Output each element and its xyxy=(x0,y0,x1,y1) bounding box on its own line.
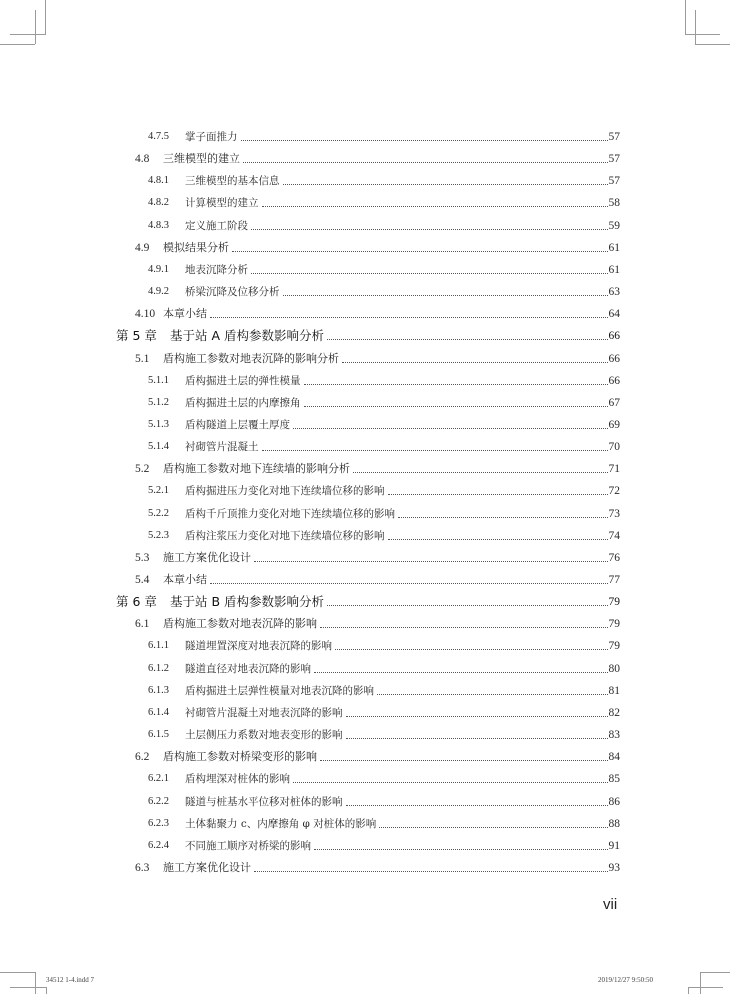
toc-entry[interactable] xyxy=(0,633,620,653)
toc-entry[interactable] xyxy=(0,434,620,454)
slug-timestamp: 2019/12/27 9:50:50 xyxy=(598,976,654,984)
toc-entry[interactable] xyxy=(0,611,620,631)
toc-leader xyxy=(304,383,608,385)
toc-entry[interactable] xyxy=(0,789,620,809)
toc-title: 衬砌管片混凝土对地表沉降的影响 xyxy=(185,706,343,719)
toc-entry[interactable] xyxy=(0,124,620,144)
toc-number: 4.8.2 xyxy=(148,197,169,209)
toc-number: 第 6 章 xyxy=(116,594,157,610)
toc-number: 5.2.2 xyxy=(148,507,169,519)
toc-leader xyxy=(327,604,607,606)
toc-number: 6.1.4 xyxy=(148,706,169,718)
toc-number: 4.9.1 xyxy=(148,263,169,275)
toc-title: 计算模型的建立 xyxy=(185,197,259,210)
toc-leader xyxy=(398,516,608,518)
crop-mark xyxy=(688,987,689,994)
toc-title: 盾构注浆压力变化对地下连续墙位移的影响 xyxy=(185,529,385,542)
toc-title: 盾构施工参数对桥梁变形的影响 xyxy=(163,750,317,764)
toc-title: 基于站 A 盾构参数影响分析 xyxy=(170,328,324,344)
toc-page-number: 58 xyxy=(608,197,620,210)
toc-entry[interactable] xyxy=(0,855,620,875)
toc-page-number: 66 xyxy=(608,352,620,365)
toc-number: 6.2 xyxy=(135,751,150,764)
toc-number: 5.4 xyxy=(135,574,150,586)
toc-number: 5.1 xyxy=(135,352,150,365)
toc-leader xyxy=(262,205,608,207)
toc-title: 土体黏聚力 c、内摩擦角 φ 对桩体的影响 xyxy=(185,817,377,830)
crop-mark xyxy=(0,972,35,973)
toc-leader xyxy=(254,560,608,562)
toc-leader xyxy=(241,139,608,141)
page-number-folio: vii xyxy=(603,896,618,913)
toc-entry[interactable] xyxy=(0,368,620,388)
crop-mark xyxy=(35,10,36,44)
toc-entry[interactable] xyxy=(0,412,620,432)
toc-number: 第 5 章 xyxy=(116,328,157,344)
toc-leader xyxy=(353,471,608,473)
crop-mark xyxy=(700,972,730,973)
crop-mark xyxy=(10,34,46,35)
toc-entry[interactable] xyxy=(0,456,620,476)
toc-title: 盾构掘进土层的内摩擦角 xyxy=(185,396,301,409)
toc-leader xyxy=(293,781,608,783)
crop-mark xyxy=(46,987,47,994)
toc-title: 本章小结 xyxy=(163,307,207,321)
toc-number: 6.2.1 xyxy=(148,773,169,785)
crop-mark xyxy=(695,10,696,44)
toc-entry[interactable] xyxy=(0,279,620,299)
toc-number: 5.3 xyxy=(135,551,150,564)
toc-title: 施工方案优化设计 xyxy=(163,550,251,564)
toc-page-number: 88 xyxy=(608,817,620,830)
toc-entry[interactable] xyxy=(0,833,620,853)
crop-mark xyxy=(45,0,46,34)
toc-title: 盾构隧道上层覆土厚度 xyxy=(185,418,290,431)
toc-leader xyxy=(379,826,607,828)
toc-page-number: 74 xyxy=(608,529,620,542)
toc-leader xyxy=(342,361,608,363)
toc-entry[interactable] xyxy=(0,235,620,255)
toc-title: 模拟结果分析 xyxy=(163,240,229,254)
crop-mark xyxy=(10,987,46,988)
toc-chapter-entry[interactable] xyxy=(0,323,620,343)
crop-mark xyxy=(688,987,723,988)
toc-page-number: 93 xyxy=(608,861,620,874)
toc-title: 盾构埋深对桩体的影响 xyxy=(185,773,290,786)
toc-entry[interactable] xyxy=(0,190,620,210)
toc-page-number: 79 xyxy=(608,618,620,631)
toc-title: 盾构施工参数对地表沉降的影响 xyxy=(163,617,317,631)
toc-leader xyxy=(314,848,608,850)
toc-leader xyxy=(335,648,608,650)
toc-leader xyxy=(346,737,608,739)
toc-title: 施工方案优化设计 xyxy=(163,860,251,874)
toc-number: 4.8.1 xyxy=(148,175,169,187)
toc-title: 衬砌管片混凝土 xyxy=(185,441,259,454)
toc-page-number: 70 xyxy=(608,441,620,454)
toc-entry[interactable] xyxy=(0,257,620,277)
toc-page-number: 79 xyxy=(608,640,620,653)
toc-title: 盾构掘进土层的弹性模量 xyxy=(185,374,301,387)
toc-page-number: 61 xyxy=(608,241,620,254)
toc-page-number: 57 xyxy=(608,131,620,143)
toc-page-number: 86 xyxy=(608,795,620,808)
toc-leader xyxy=(320,759,608,761)
toc-page-number: 81 xyxy=(608,684,620,697)
toc-page-number: 61 xyxy=(608,263,620,276)
toc-leader xyxy=(346,804,608,806)
toc-entry[interactable] xyxy=(0,301,620,321)
toc-title: 土层侧压力系数对地表变形的影响 xyxy=(185,729,343,742)
toc-title: 三维模型的建立 xyxy=(163,152,240,166)
toc-page-number: 66 xyxy=(608,374,620,387)
crop-mark xyxy=(685,34,720,35)
toc-title: 桥梁沉降及位移分析 xyxy=(185,286,280,299)
toc-title: 隧道埋置深度对地表沉降的影响 xyxy=(185,640,332,653)
toc-page-number: 69 xyxy=(608,418,620,431)
crop-mark xyxy=(685,0,686,34)
toc-page-number: 83 xyxy=(608,729,620,742)
toc-number: 4.9 xyxy=(135,241,150,254)
toc-number: 5.2.3 xyxy=(148,529,169,541)
toc-number: 4.8 xyxy=(135,153,150,166)
toc-page-number: 66 xyxy=(608,330,620,343)
toc-entry[interactable] xyxy=(0,811,620,831)
toc-entry[interactable] xyxy=(0,722,620,742)
toc-page-number: 57 xyxy=(608,175,620,188)
toc-number: 4.7.5 xyxy=(148,131,169,142)
toc-page-number: 79 xyxy=(608,596,620,609)
toc-title: 盾构掘进压力变化对地下连续墙位移的影响 xyxy=(185,485,385,498)
toc-leader xyxy=(283,183,608,185)
toc-number: 5.1.1 xyxy=(148,374,169,386)
toc-entry[interactable] xyxy=(0,213,620,233)
crop-mark xyxy=(700,972,701,994)
toc-leader xyxy=(262,449,608,451)
toc-page-number: 76 xyxy=(608,551,620,564)
toc-number: 6.1.5 xyxy=(148,729,169,741)
toc-number: 5.2.1 xyxy=(148,485,169,497)
toc-page-number: 59 xyxy=(608,219,620,232)
toc-number: 6.2.2 xyxy=(148,795,169,807)
toc-number: 5.2 xyxy=(135,463,150,476)
toc-entry[interactable] xyxy=(0,346,620,366)
toc-title: 盾构掘进土层弹性模量对地表沉降的影响 xyxy=(185,684,374,697)
toc-page-number: 82 xyxy=(608,706,620,719)
toc-title: 隧道直径对地表沉降的影响 xyxy=(185,662,311,675)
toc-leader xyxy=(377,693,608,695)
toc-entry[interactable] xyxy=(0,700,620,720)
toc-number: 6.1 xyxy=(135,618,150,631)
toc-entry[interactable] xyxy=(0,146,620,166)
toc-page-number: 71 xyxy=(608,463,620,476)
toc-title: 三维模型的基本信息 xyxy=(185,175,280,188)
toc-entry[interactable] xyxy=(0,678,620,698)
toc-entry[interactable] xyxy=(0,390,620,410)
toc-leader xyxy=(251,272,608,274)
toc-page-number: 63 xyxy=(608,286,620,299)
toc-leader xyxy=(388,538,608,540)
toc-leader xyxy=(314,671,608,673)
toc-title: 掌子面推力 xyxy=(185,131,238,143)
toc-entry[interactable] xyxy=(0,523,620,543)
toc-leader xyxy=(304,405,608,407)
toc-leader xyxy=(327,338,608,340)
toc-entry[interactable] xyxy=(0,545,620,565)
toc-entry[interactable] xyxy=(0,478,620,498)
crop-mark xyxy=(695,44,730,45)
crop-mark xyxy=(0,44,35,45)
toc-number: 6.2.3 xyxy=(148,817,169,829)
toc-leader xyxy=(293,427,608,429)
crop-mark xyxy=(35,972,36,994)
toc-title: 隧道与桩基水平位移对桩体的影响 xyxy=(185,795,343,808)
toc-number: 4.8.3 xyxy=(148,219,169,231)
toc-entry[interactable] xyxy=(0,567,620,587)
toc-number: 6.1.3 xyxy=(148,684,169,696)
toc-number: 4.10 xyxy=(135,308,156,321)
toc-number: 6.1.1 xyxy=(148,640,169,652)
toc-entry[interactable] xyxy=(0,656,620,676)
toc-chapter-entry[interactable] xyxy=(0,589,620,609)
toc-leader xyxy=(320,626,608,628)
toc-leader xyxy=(243,161,608,163)
toc-title: 基于站 B 盾构参数影响分析 xyxy=(170,594,325,610)
toc-page-number: 85 xyxy=(608,773,620,786)
toc-leader xyxy=(283,294,608,296)
toc-title: 定义施工阶段 xyxy=(185,219,248,232)
slug-file: 34512 1-4.indd 7 xyxy=(46,976,95,984)
toc-leader xyxy=(210,582,608,584)
toc-title: 地表沉降分析 xyxy=(185,263,248,276)
toc-leader xyxy=(210,316,608,318)
toc-page-number: 80 xyxy=(608,662,620,675)
toc-leader xyxy=(254,870,608,872)
toc-title: 盾构千斤顶推力变化对地下连续墙位移的影响 xyxy=(185,507,395,520)
toc-page-number: 91 xyxy=(608,839,620,852)
toc-leader xyxy=(346,715,608,717)
toc-number: 6.3 xyxy=(135,861,150,874)
toc-number: 5.1.2 xyxy=(148,396,169,408)
toc-title: 盾构施工参数对地下连续墙的影响分析 xyxy=(163,462,350,476)
toc-leader xyxy=(251,228,608,230)
toc-page-number: 57 xyxy=(608,153,620,166)
toc-entry[interactable] xyxy=(0,744,620,764)
toc-page-number: 84 xyxy=(608,751,620,764)
toc-number: 4.9.2 xyxy=(148,286,169,298)
toc-number: 5.1.3 xyxy=(148,418,169,430)
toc-number: 6.2.4 xyxy=(148,839,169,851)
toc-page-number: 73 xyxy=(608,507,620,520)
toc-number: 6.1.2 xyxy=(148,662,169,674)
toc-leader xyxy=(232,250,608,252)
toc-entry[interactable] xyxy=(0,766,620,786)
toc-page-number: 67 xyxy=(608,396,620,409)
toc-entry[interactable] xyxy=(0,501,620,521)
toc-page-number: 77 xyxy=(608,574,620,586)
toc-page-number: 64 xyxy=(608,308,620,321)
toc-number: 5.1.4 xyxy=(148,441,169,453)
toc-title: 盾构施工参数对地表沉降的影响分析 xyxy=(163,351,339,365)
toc-leader xyxy=(388,493,608,495)
toc-page-number: 72 xyxy=(608,485,620,498)
toc-title: 本章小结 xyxy=(163,573,207,586)
toc-entry[interactable] xyxy=(0,168,620,188)
toc-title: 不同施工顺序对桥梁的影响 xyxy=(185,839,311,852)
